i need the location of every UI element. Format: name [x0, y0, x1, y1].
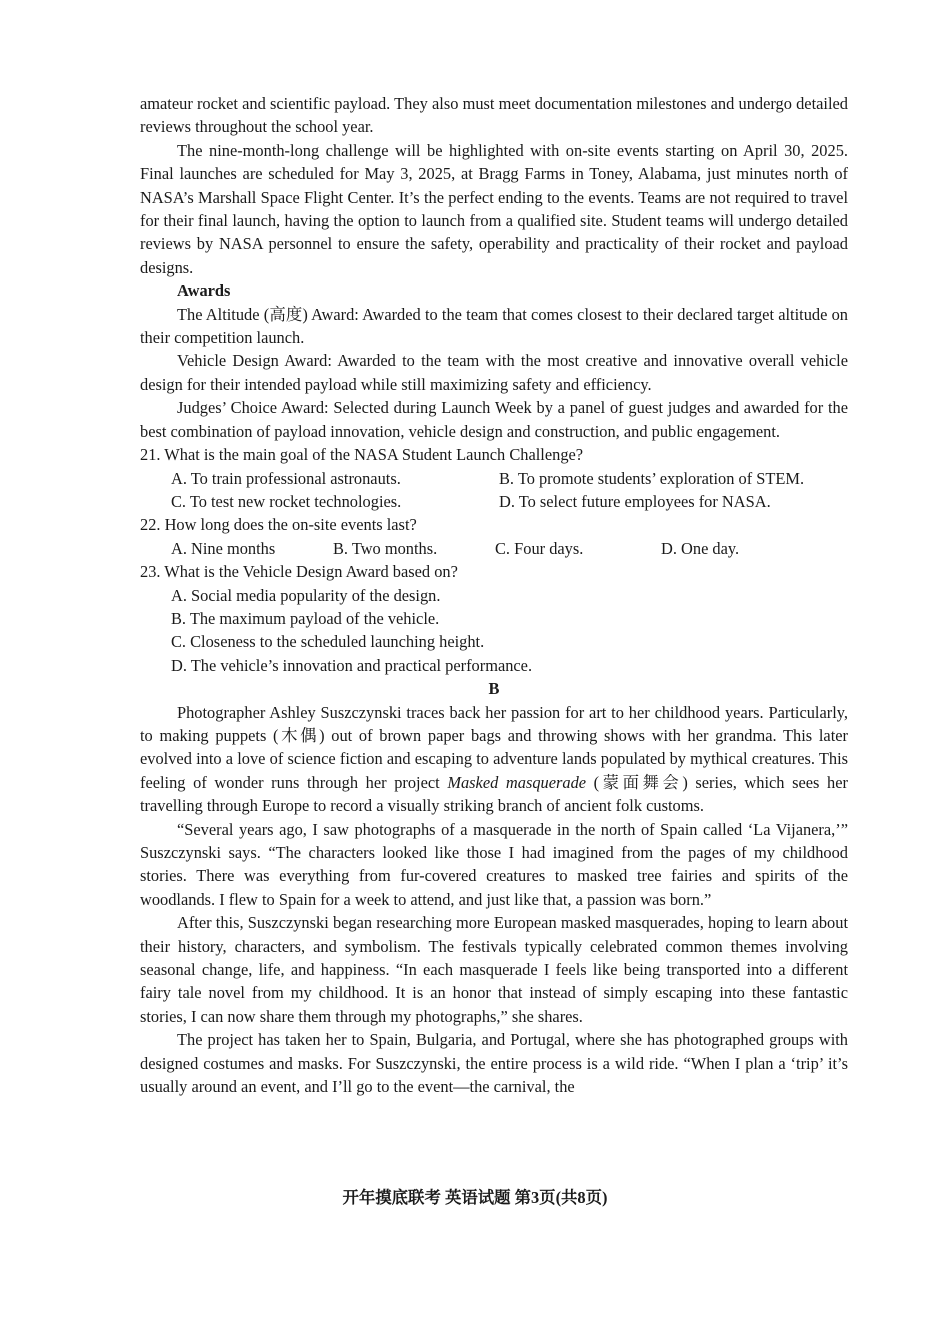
passage-a-schedule-paragraph: The nine-month-long challenge will be highlighted with on-site events starting on April 30, 2025. Final launches are scheduled for May 3, 2025, at Bragg Farms in Toney, Alabama, just minutes north of NASA’s Marshall Space Flight Center. It’s the perfect ending to the events. Teams are not required to travel for their final launch, having the option to launch from a qualified site. Student teams will undergo detailed reviews by NASA personnel to ensure the safety, operability and practicality of their rocket and payload designs.	[140, 140, 848, 277]
option-d: D. One day.	[661, 538, 740, 558]
option-c: C. Four days.	[495, 538, 584, 558]
question-stem: 22. How long does the on-site events last?	[140, 515, 417, 535]
passage-b-paragraph-2: “Several years ago, I saw photographs of a masquerade in the north of Spain called ‘La Vijanera,’” Suszczynski says. “The characters looked like those I had imagined from the pages of my childhood stories. There was everything from fur-covered creatures to masked tree fairies and spirits of the woodlands. I flew to Spain for a week to attend, and just like that, a passion was born.”	[140, 819, 848, 909]
question-stem: 23. What is the Vehicle Design Award based on?	[140, 562, 458, 582]
option-d: D. To select future employees for NASA.	[499, 491, 771, 511]
award-judges-choice: Judges’ Choice Award: Selected during Launch Week by a panel of guest judges and awarded for the best combination of payload innovation, vehicle design and construction, and public engagement.	[140, 398, 848, 441]
option-b: B. The maximum payload of the vehicle.	[171, 608, 440, 628]
page-content	[140, 92, 848, 1098]
passage-a-continuation: amateur rocket and scientific payload. They also must meet documentation milestones and undergo detailed reviews throughout the school year.	[140, 94, 848, 137]
option-b: B. Two months.	[333, 538, 438, 558]
passage-b-paragraph-4: The project has taken her to Spain, Bulgaria, and Portugal, where she has photographed groups with designed costumes and masks. For Suszczynski, the entire process is a wild ride. “When I plan a ‘trip’ it’s usually around an event, and I’ll go to the event—the carnival, the	[140, 1030, 848, 1097]
question-22	[140, 513, 848, 560]
question-21	[140, 443, 848, 513]
paragraph-text: (蒙面舞会) series, which sees her travelling through Europe to record a visually striking branch of ancient folk customs.	[140, 772, 848, 816]
question-options	[140, 467, 848, 514]
option-a: A. Social media popularity of the design.	[171, 585, 441, 605]
page-footer: 开年摸底联考 英语试题 第3页(共8页)	[342, 1188, 608, 1207]
passage-b-paragraph-3: After this, Suszczynski began researching more European masked masquerades, hoping to learn about their history, characters, and symbolism. The festivals typically celebrated common themes involving seasonal change, life, and happiness. “In each masquerade I feels like being transported into a different fairy tale novel from my childhood. It is an honor that instead of simply escaping into these fantastic stories, I can now share them through my photographs,” she shares.	[140, 913, 848, 1026]
section-b-label: B	[488, 679, 500, 699]
award-altitude: The Altitude (高度) Award: Awarded to the team that comes closest to their declared target altitude on their competition launch.	[140, 304, 848, 348]
option-b: B. To promote students’ exploration of STEM.	[499, 468, 805, 488]
question-options	[140, 537, 848, 560]
option-c: C. Closeness to the scheduled launching height.	[171, 632, 485, 652]
option-d: D. The vehicle’s innovation and practical performance.	[171, 655, 533, 675]
question-23	[140, 560, 848, 677]
passage-b-paragraph-1	[140, 701, 848, 818]
paragraph-text: Photographer Ashley Suszczynski traces back her passion for art to her childhood years. Particularly, to making puppets (木偶) out of brown paper bags and throwing shows with her grandma. This later evolved into a love of science fiction and escaping to adventure lands populated by mythical creatures. This feeling of wonder runs through her project	[140, 702, 848, 792]
project-title: Masked masquerade	[447, 772, 587, 792]
award-vehicle-design: Vehicle Design Award: Awarded to the team with the most creative and innovative overall vehicle design for their intended payload while still maximizing safety and efficiency.	[140, 351, 848, 394]
question-stem: 21. What is the main goal of the NASA Student Launch Challenge?	[140, 445, 584, 465]
awards-heading: Awards	[177, 281, 231, 301]
option-a: A. To train professional astronauts.	[171, 468, 401, 488]
option-c: C. To test new rocket technologies.	[171, 491, 402, 511]
option-a: A. Nine months	[171, 538, 276, 558]
